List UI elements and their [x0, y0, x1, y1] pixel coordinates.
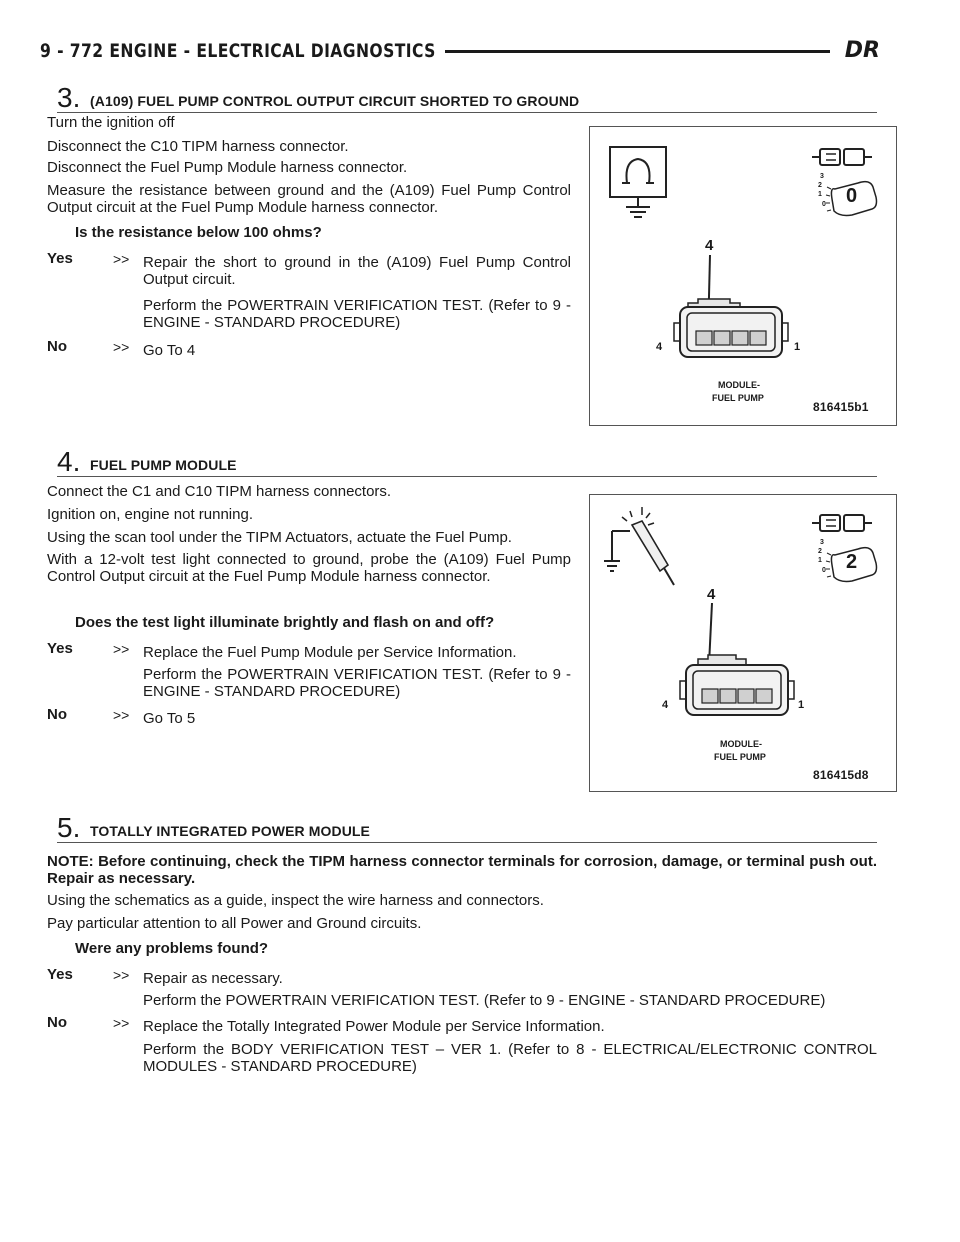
instruction-line: Ignition on, engine not running. — [47, 506, 253, 523]
no-action: Go To 5 — [143, 710, 196, 727]
step-question: Were any problems found? — [75, 940, 269, 957]
meter-value: 0 — [846, 185, 858, 207]
instruction-paragraph: With a 12-volt test light connected to ground, probe the (A109) Fuel Pump Control Output circuit at the Fuel Pump Module harness connector. — [47, 551, 571, 585]
dial-mark: 0 — [822, 567, 826, 574]
no-arrow: >> — [113, 707, 130, 723]
pin-callout-label: 4 — [707, 586, 716, 603]
pin-right-label: 1 — [798, 699, 805, 711]
yes-action: Replace the Fuel Pump Module per Service Information. — [143, 644, 517, 661]
header-title: 9 - 772 ENGINE - ELECTRICAL DIAGNOSTICS — [40, 40, 436, 62]
no-label: No — [47, 706, 67, 723]
instruction-line: Disconnect the C10 TIPM harness connector. — [47, 138, 349, 155]
yes-arrow: >> — [113, 251, 130, 267]
figure-caption: MODULE- — [718, 380, 760, 390]
pin-right-label: 1 — [794, 341, 801, 353]
no-arrow: >> — [113, 339, 130, 355]
yes-action: Perform the POWERTRAIN VERIFICATION TEST. (Refer to 9 - ENGINE - STANDARD PROCEDURE) — [143, 297, 571, 331]
dial-mark: 3 — [820, 173, 824, 180]
instruction-line: Using the scan tool under the TIPM Actuators, actuate the Fuel Pump. — [47, 529, 512, 546]
dial-mark: 1 — [818, 191, 822, 198]
figure-id: 816415b1 — [813, 400, 869, 414]
dial-mark: 3 — [820, 539, 824, 546]
step-question: Does the test light illuminate brightly and flash on and off? — [75, 614, 495, 631]
disconnected-connector-icon — [812, 149, 872, 165]
page-header — [40, 36, 880, 66]
dial-mark: 0 — [822, 201, 826, 208]
figure-caption: FUEL PUMP — [712, 393, 764, 403]
yes-label: Yes — [47, 640, 73, 657]
figure-ohmmeter-test — [589, 126, 897, 426]
figure-caption: FUEL PUMP — [714, 752, 766, 762]
yes-action: Repair the short to ground in the (A109) Fuel Pump Control Output circuit. — [143, 254, 571, 288]
step-number: 3. — [57, 82, 81, 113]
pin-left-label: 4 — [662, 699, 669, 711]
header-model-code: DR — [844, 38, 880, 63]
no-action: Perform the BODY VERIFICATION TEST – VER 1. (Refer to 8 - ELECTRICAL/ELECTRONIC CONTROL MODULES - STANDARD PROCEDURE) — [143, 1041, 877, 1075]
header-rule — [445, 50, 830, 53]
step-title: TOTALLY INTEGRATED POWER MODULE — [90, 823, 370, 839]
step-3-heading — [57, 82, 877, 113]
no-action: Replace the Totally Integrated Power Module per Service Information. — [143, 1018, 605, 1035]
step-note: NOTE: Before continuing, check the TIPM harness connector terminals for corrosion, damage, or terminal push out. Repair as necessary. — [47, 853, 877, 887]
instruction-line: Using the schematics as a guide, inspect the wire harness and connectors. — [47, 892, 544, 909]
instruction-line: Connect the C1 and C10 TIPM harness connectors. — [47, 483, 392, 500]
dial-mark: 2 — [818, 548, 822, 555]
yes-action: Perform the POWERTRAIN VERIFICATION TEST. (Refer to 9 - ENGINE - STANDARD PROCEDURE) — [143, 992, 826, 1009]
dial-mark: 1 — [818, 557, 822, 564]
yes-action: Perform the POWERTRAIN VERIFICATION TEST. (Refer to 9 - ENGINE - STANDARD PROCEDURE) — [143, 666, 571, 700]
instruction-line: Pay particular attention to all Power and Ground circuits. — [47, 915, 422, 932]
instruction-paragraph: Measure the resistance between ground and the (A109) Fuel Pump Control Output circuit at the Fuel Pump Module harness connector. — [47, 182, 571, 216]
figure-test-light — [589, 494, 897, 792]
pin-callout-label: 4 — [705, 237, 714, 254]
test-light-icon — [604, 507, 674, 585]
meter-value: 2 — [846, 551, 858, 573]
ohmmeter-icon — [610, 147, 666, 217]
pin-left-label: 4 — [656, 341, 663, 353]
figure-id: 816415d8 — [813, 768, 869, 782]
step-title: FUEL PUMP MODULE — [90, 457, 237, 473]
yes-label: Yes — [47, 250, 73, 267]
instruction-line: Disconnect the Fuel Pump Module harness connector. — [47, 159, 408, 176]
yes-arrow: >> — [113, 967, 130, 983]
step-number: 4. — [57, 446, 81, 477]
yes-arrow: >> — [113, 641, 130, 657]
instruction-line: Turn the ignition off — [47, 114, 175, 131]
figure-caption: MODULE- — [720, 739, 762, 749]
step-4-heading — [57, 446, 877, 477]
no-arrow: >> — [113, 1015, 130, 1031]
no-label: No — [47, 1014, 67, 1031]
no-label: No — [47, 338, 67, 355]
yes-action: Repair as necessary. — [143, 970, 283, 987]
yes-label: Yes — [47, 966, 73, 983]
step-title: (A109) FUEL PUMP CONTROL OUTPUT CIRCUIT SHORTED TO GROUND — [90, 93, 580, 109]
step-number: 5. — [57, 812, 81, 843]
fuel-pump-connector — [674, 299, 788, 357]
step-question: Is the resistance below 100 ohms? — [75, 224, 322, 241]
disconnected-connector-icon — [812, 515, 872, 531]
no-action: Go To 4 — [143, 342, 196, 359]
fuel-pump-connector — [680, 655, 794, 715]
dial-mark: 2 — [818, 182, 822, 189]
step-5-heading — [57, 812, 877, 843]
